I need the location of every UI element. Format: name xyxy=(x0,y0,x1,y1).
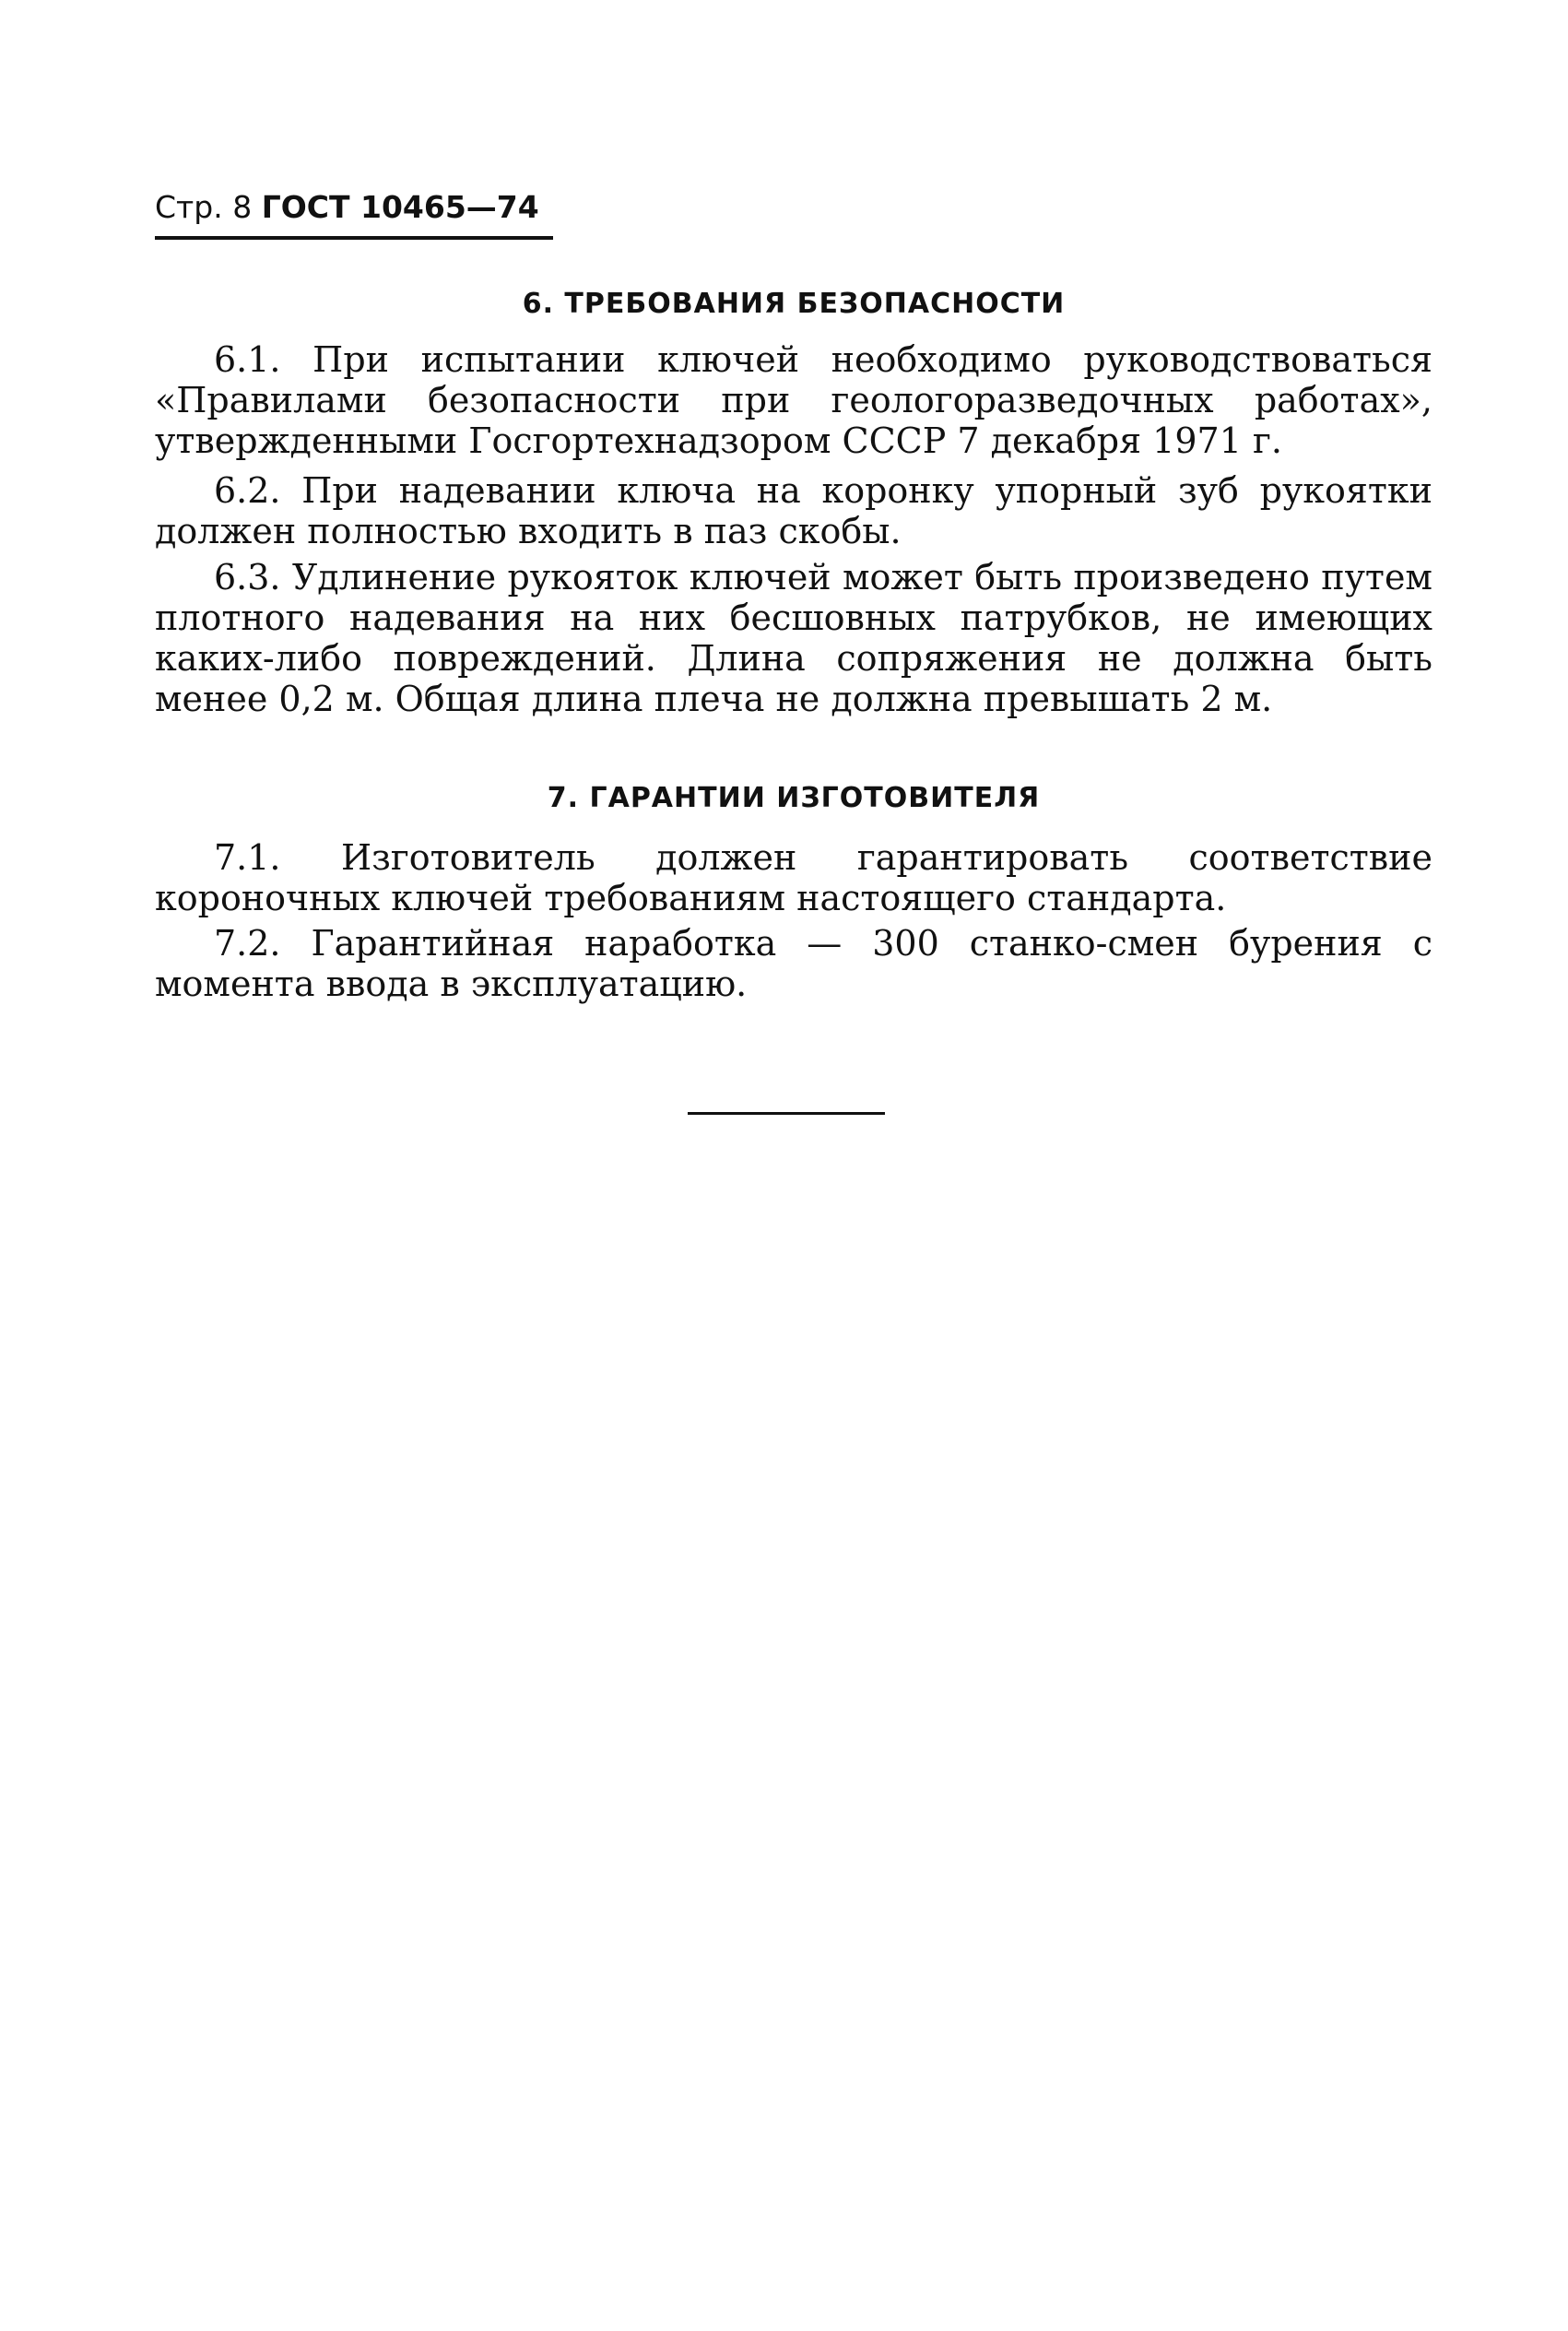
end-rule xyxy=(688,1112,885,1115)
page-number-label: Стр. 8 xyxy=(155,189,253,225)
paragraph-7-1: 7.1. Изготовитель должен гарантировать соответствие короночных ключей требованиям настоящего стандарта. xyxy=(155,837,1432,918)
paragraph-7-2: 7.2. Гарантийная наработка — 300 станко-смен бурения с момента ввода в эксплуатацию. xyxy=(155,923,1432,1004)
section-6-heading: 6. ТРЕБОВАНИЯ БЕЗОПАСНОСТИ xyxy=(522,288,1066,320)
header-rule xyxy=(155,236,553,240)
section-7-heading: 7. ГАРАНТИИ ИЗГОТОВИТЕЛЯ xyxy=(547,782,1041,814)
paragraph-6-3: 6.3. Удлинение рукояток ключей может быть произведено путем плотного надевания на них бесшовных патрубков, не имеющих каких-либо повреждений. Длина сопряжения не должна быть менее 0,2 м. Общая длина плеча не должна превышать 2 м. xyxy=(155,557,1432,719)
paragraph-6-1: 6.1. При испытании ключей необходимо руководствоваться «Правилами безопасности при геологоразведочных работах», утвержденными Госгортехнадзором СССР 7 декабря 1971 г. xyxy=(155,339,1432,461)
paragraph-6-2: 6.2. При надевании ключа на коронку упорный зуб рукоятки должен полностью входить в паз скобы. xyxy=(155,470,1432,551)
standard-designation: ГОСТ 10465—74 xyxy=(261,189,539,225)
page-header xyxy=(155,189,539,225)
